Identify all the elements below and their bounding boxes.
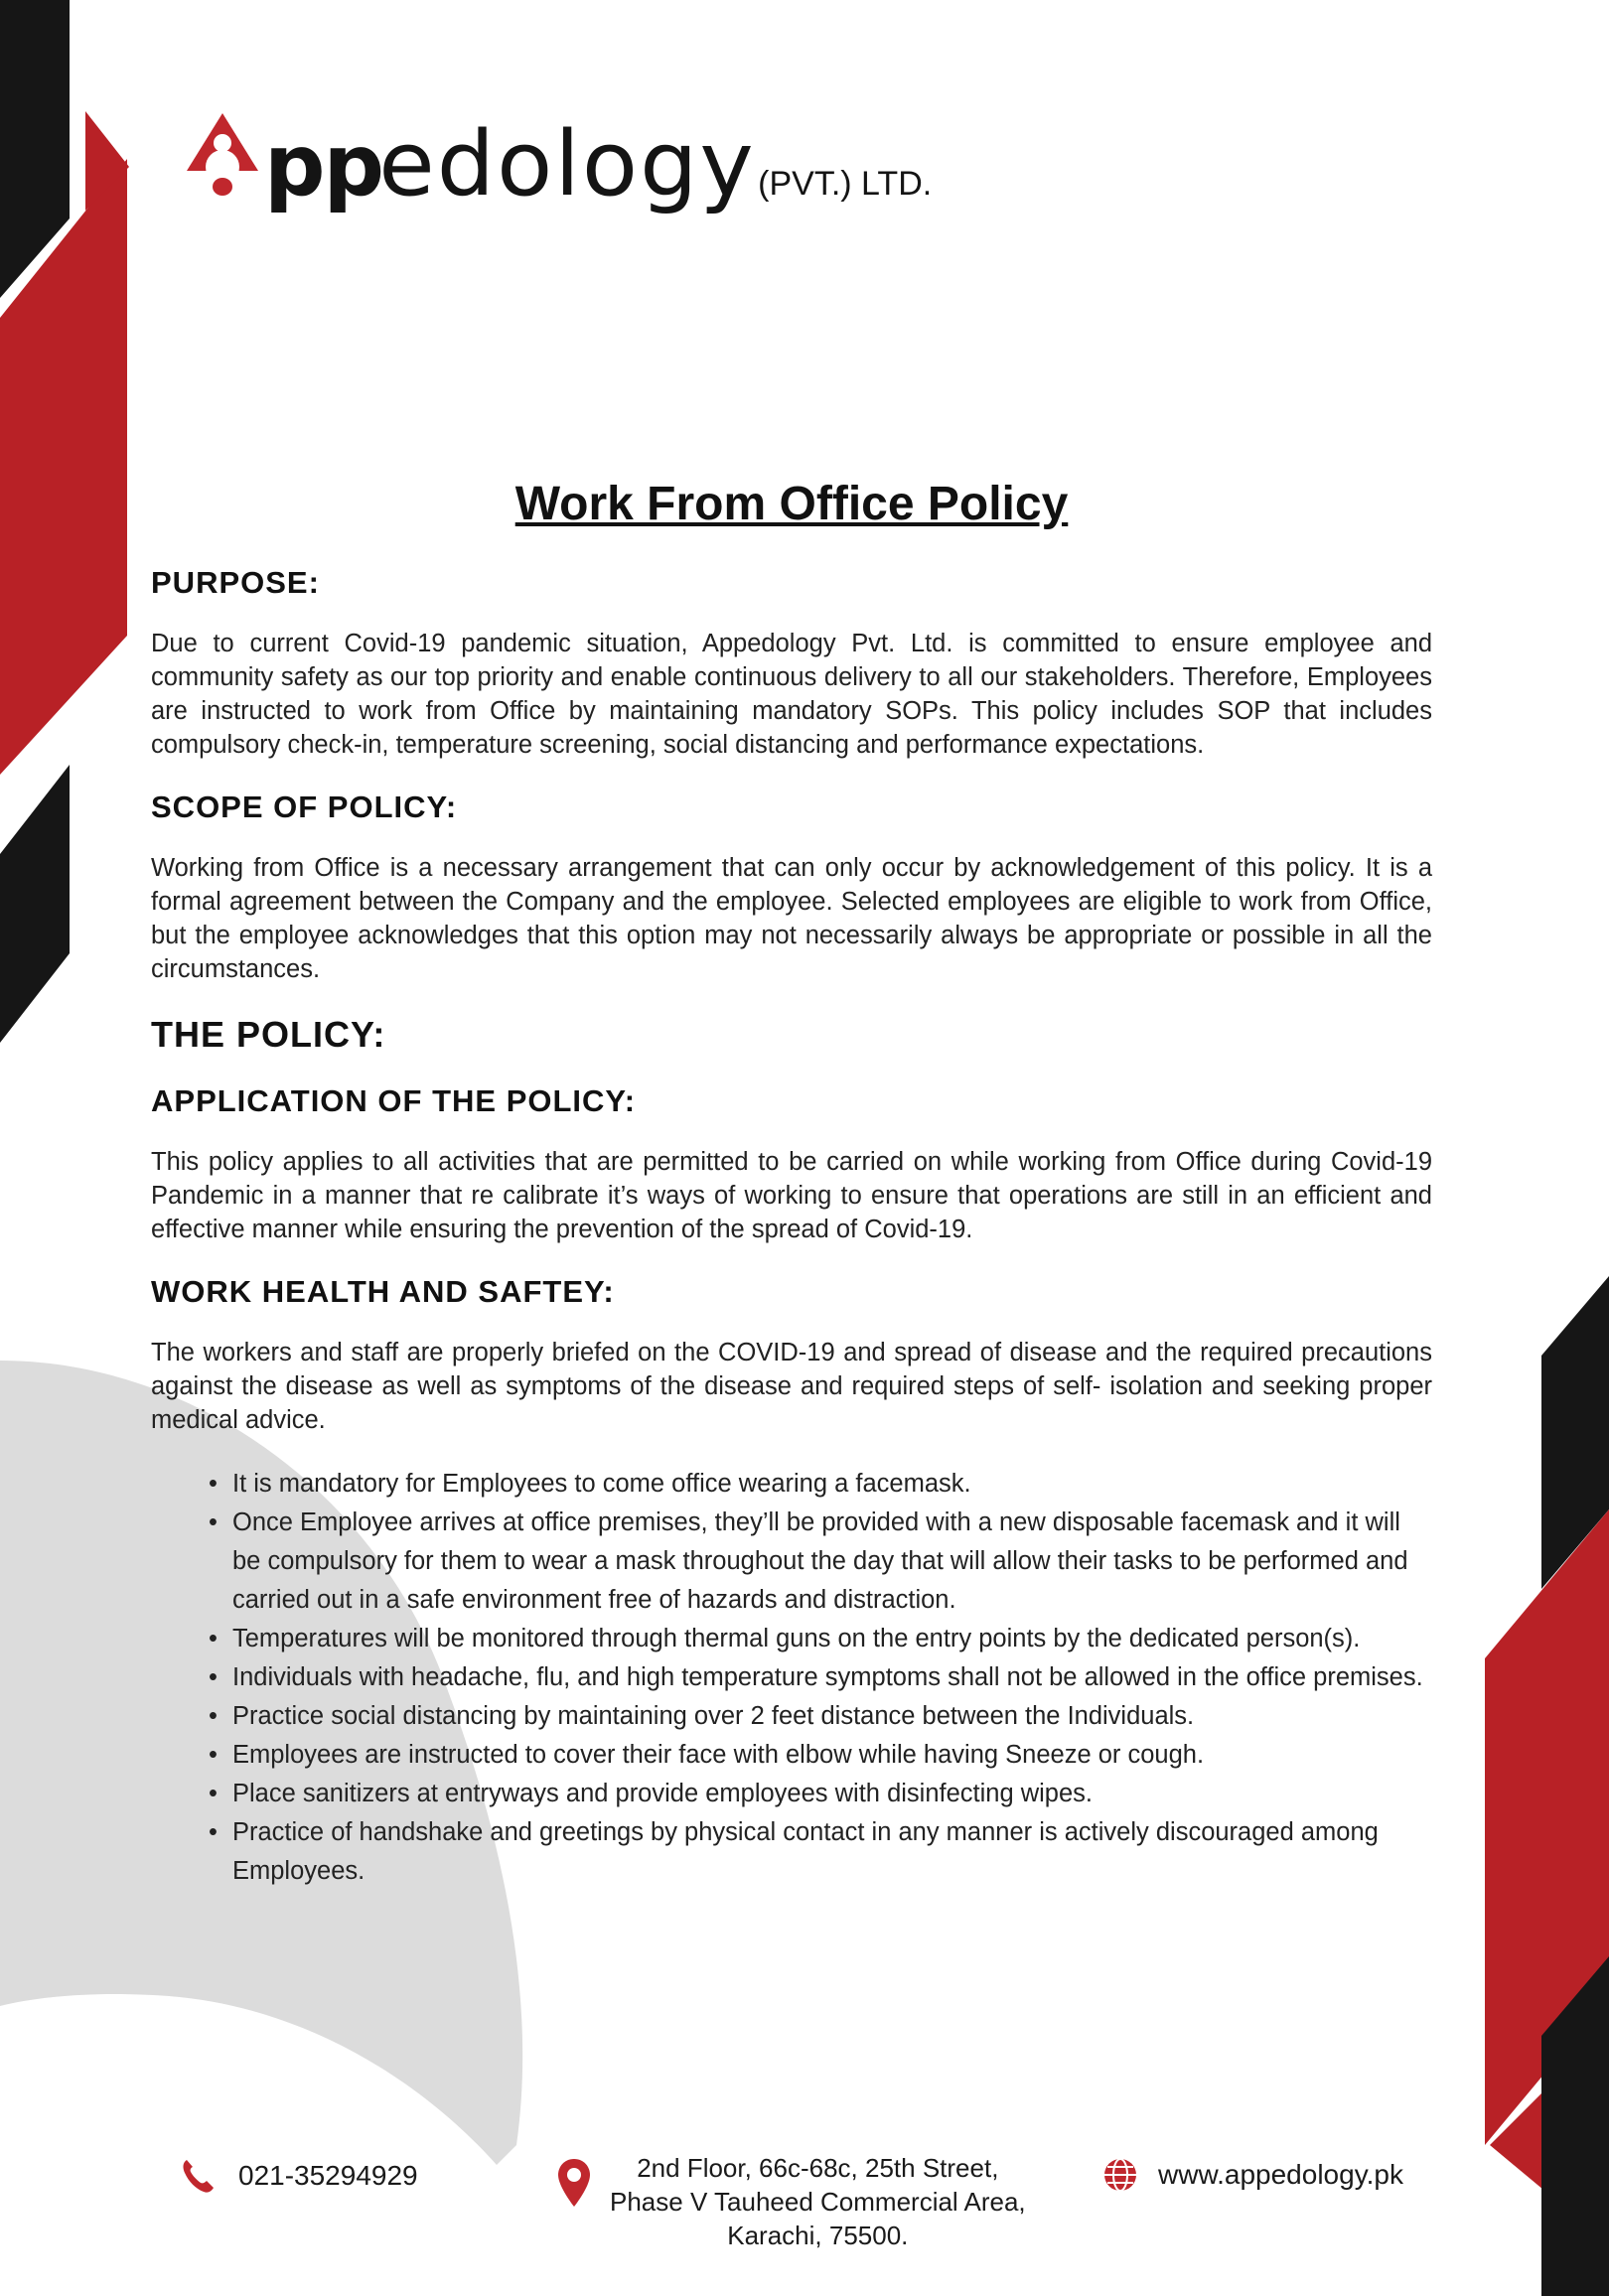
scope-heading: SCOPE OF POLICY: xyxy=(151,789,458,824)
phone-number: 021-35294929 xyxy=(238,2160,418,2191)
list-item: • Once Employee arrives at office premises, they’ll be provided with a new disposable facemask and it will be compulsory for them to wear a mask throughout the day that will allow their tasks to be performed and carried out in a safe environment free of hazards and distraction. xyxy=(211,1504,1432,1620)
document-title: Work From Office Policy xyxy=(514,478,1069,530)
health-safety-heading: WORK HEALTH AND SAFTEY: xyxy=(151,1274,615,1309)
globe-icon xyxy=(1102,2157,1138,2193)
health-safety-text: The workers and staff are properly briefed on the COVID-19 and spread of disease and the required precautions against the disease as well as symptoms of the disease and required steps of self- isolation and seeking proper medical advice. xyxy=(151,1339,1432,1434)
purpose-heading: PURPOSE: xyxy=(151,565,320,600)
list-item: • Practice of handshake and greetings by physical contact in any manner is actively discouraged among Employees. xyxy=(211,1813,1432,1891)
logo-a-mark-icon xyxy=(183,107,262,207)
footer-address xyxy=(556,2151,1026,2252)
footer-website xyxy=(1102,2157,1403,2193)
address-line-3: Karachi, 75500. xyxy=(727,2221,909,2250)
list-item: • Individuals with headache, flu, and high temperature symptoms shall not be allowed in the office premises. xyxy=(211,1658,1432,1697)
policy-heading: THE POLICY: xyxy=(151,1014,386,1055)
document-body xyxy=(151,477,1432,1891)
list-item: • Practice social distancing by maintaining over 2 feet distance between the Individuals. xyxy=(211,1697,1432,1736)
logo-suffix: (PVT.) LTD. xyxy=(758,165,933,203)
website-link[interactable]: www.appedology.pk xyxy=(1158,2159,1403,2190)
application-heading: APPLICATION OF THE POLICY: xyxy=(151,1083,637,1118)
left-black-bar-bottom xyxy=(0,765,70,1043)
safety-rules-list xyxy=(151,1465,1432,1891)
logo-brand-bold: pp xyxy=(264,116,383,215)
logo-brand-light: edology xyxy=(378,112,756,216)
footer xyxy=(0,2151,1609,2260)
list-item: • Place sanitizers at entryways and provide employees with disinfecting wipes. xyxy=(211,1775,1432,1813)
purpose-text: Due to current Covid-19 pandemic situation, Appedology Pvt. Ltd. is committed to ensure employee and community safety as our top priority and enable continuous delivery to all our stakeholders. Therefore, Employees are instructed to work from Office by maintaining mandatory SOPs. This policy includes SOP that includes compulsory check-in, temperature screening, social distancing and performance expectations. xyxy=(151,630,1432,759)
address-line-1: 2nd Floor, 66c-68c, 25th Street, xyxy=(637,2153,999,2183)
list-item: • It is mandatory for Employees to come office wearing a facemask. xyxy=(211,1465,1432,1504)
location-pin-icon xyxy=(556,2157,592,2209)
footer-phone xyxy=(179,2157,418,2195)
list-item: • Temperatures will be monitored through thermal guns on the entry points by the dedicated person(s). xyxy=(211,1620,1432,1658)
company-logo xyxy=(183,95,932,216)
phone-icon xyxy=(179,2157,217,2195)
application-text: This policy applies to all activities that are permitted to be carried on while working from Office during Covid-19 Pandemic in a manner that re calibrate it’s ways of working to ensure that operations are still in an efficient and effective manner while ensuring the prevention of the spread of Covid-19. xyxy=(151,1148,1432,1243)
scope-text: Working from Office is a necessary arrangement that can only occur by acknowledgement of this policy. It is a formal agreement between the Company and the employee. Selected employees are eligible to work from Office, but the employee acknowledges that this option may not necessarily always be appropriate or possible in all the circumstances. xyxy=(151,854,1432,983)
address-line-2: Phase V Tauheed Commercial Area, xyxy=(610,2187,1026,2217)
list-item: • Employees are instructed to cover their face with elbow while having Sneeze or cough. xyxy=(211,1736,1432,1775)
